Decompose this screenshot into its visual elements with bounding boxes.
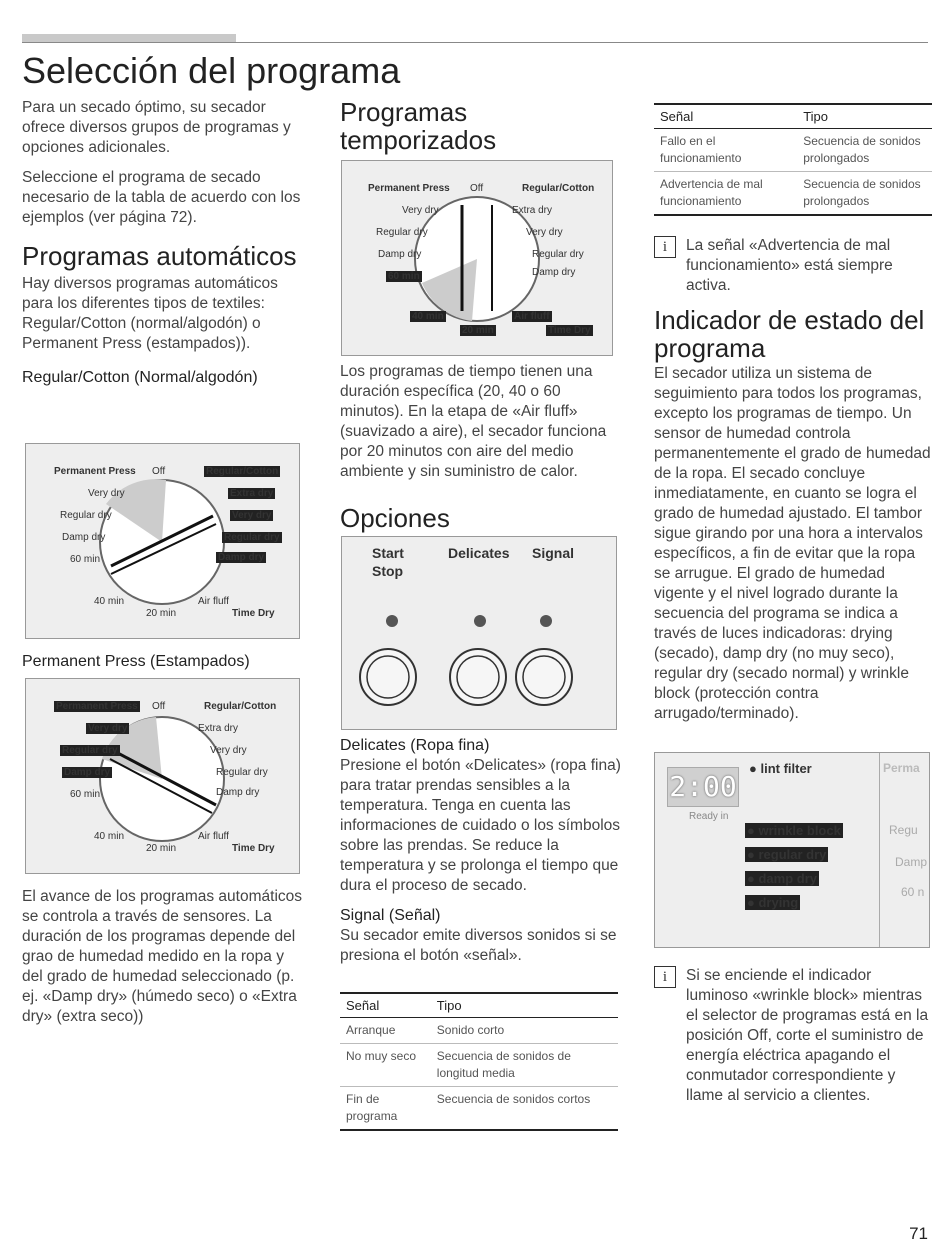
time-readout: 2:00 (667, 767, 739, 807)
dial-label-20min: 20 min (146, 608, 177, 619)
damp-text: damp dry (758, 871, 817, 886)
lint-label: ● lint filter (749, 761, 812, 776)
table-cell: No muy seco (340, 1044, 431, 1087)
option-delicates-label: Delicates (448, 545, 510, 561)
table-header-type: Tipo (797, 104, 932, 129)
ready-label: Ready in (689, 811, 729, 822)
dial-label-regular-dry: Regular dry (62, 745, 118, 756)
dial-label-off: Off (152, 466, 166, 477)
dial-label-very-dry-r: Very dry (232, 510, 272, 521)
table-cell: Sonido corto (431, 1018, 618, 1044)
dial-regular-figure (25, 443, 300, 639)
damp-label: ● damp dry (747, 871, 817, 886)
dial-label-20min: 20 min (462, 325, 494, 336)
options-heading: Opciones (340, 503, 450, 533)
dial-label-60min: 60 min (388, 271, 420, 282)
regular-heading: Regular/Cotton (Normal/algodón) (22, 369, 258, 386)
options-text (340, 736, 622, 966)
info-note-1 (654, 236, 924, 296)
dial-label-60min: 60 min (70, 554, 101, 565)
dial-label-very-dry: Very dry (402, 205, 439, 216)
side-label-3: Damp (895, 855, 928, 869)
page-number: 71 (909, 1224, 928, 1243)
dial-label-extra-dry: Extra dry (198, 723, 239, 734)
dial-label-regular-dry: Regular dry (376, 227, 428, 238)
side-label-4: 60 n (901, 885, 925, 899)
table-cell: Advertencia de mal funcionamiento (654, 172, 797, 216)
dial-label-damp-dry-r: Damp dry (218, 552, 265, 563)
table-cell: Fin de programa (340, 1087, 431, 1131)
dial-label-20min: 20 min (146, 843, 177, 854)
table-cell: Secuencia de sonidos de longitud media (431, 1044, 618, 1087)
dial-label-regular-cotton: Regular/Cotton (522, 183, 595, 194)
dial-label-very-dry: Very dry (88, 723, 128, 734)
dial-label-extra-dry: Extra dry (512, 205, 553, 216)
dial-label-40min: 40 min (94, 831, 125, 842)
table-cell: Secuencia de sonidos prolongados (797, 129, 932, 172)
dial-label-60min: 60 min (70, 789, 101, 800)
note-text: Si se enciende el indicador luminoso «wrinkle block» mientras el selector de programas está en la posición Off, corte el suministro de energía eléctrica apagando el conmutador correspondiente y llame al servicio a clientes. (686, 967, 929, 1104)
dial-label-regular-dry-r: Regular dry (224, 532, 280, 543)
table-header-type: Tipo (431, 993, 618, 1018)
dial-label-regular-cotton: Regular/Cotton (204, 701, 277, 712)
dial-permanent-figure (25, 678, 300, 874)
page-title: Selección del programa (22, 50, 401, 91)
signal-table-2 (654, 103, 932, 216)
dial-label-damp-dry: Damp dry (378, 249, 422, 260)
dial-label-air-fluff: Air fluff (198, 596, 229, 607)
status-heading: Indicador de estado del programa (654, 305, 925, 363)
table-row (340, 1044, 618, 1087)
delicates-text: Presione el botón «Delicates» (ropa fina) para tratar prendas sensibles a la temperatura. Tenga en cuenta las informaciones de cuidado o los símbolos sobre las prendas. Se reduce la temperatura y se prolonga el tiempo que dura el proceso de secado. (340, 757, 621, 894)
table-row (654, 172, 932, 216)
lint-text: lint filter (760, 761, 812, 776)
dial-label-damp-dry: Damp dry (64, 767, 111, 778)
dial-label-40min: 40 min (412, 311, 444, 322)
permanent-heading: Permanent Press (Estampados) (22, 653, 250, 670)
header-bar (22, 34, 236, 42)
table-header-signal: Señal (340, 993, 431, 1018)
status-text: El secador utiliza un sistema de seguimiento para todos los programas, excepto los programas de tiempo. Un sensor de humedad controla permanentemente el grado de humedad de la ropa. El secado concluye inmediatamente, en cuanto se logra el grado de humedad ajustado. El tambor sigue girando por una hora a intervalos específicos, a fin de evitar que la ropa se arrugue. El grado de humedad vigente y el nivel logrado durante la secuencia del programa se indica a través de luces indicadoras: drying (secado), damp dry (no muy seco), regular dry (secado normal) y wrinkle block (protección contra arrugado/terminado). (654, 365, 931, 722)
regular-text: regular dry (758, 847, 827, 862)
option-stop-label: Stop (372, 563, 404, 579)
dial-label-permanent: Permanent Press (54, 466, 136, 477)
signal-text: Su secador emite diversos sonidos si se presiona el botón «señal». (340, 927, 617, 964)
signal-heading: Signal (Señal) (340, 907, 441, 924)
side-label-1: Perma (883, 761, 920, 775)
display-divider (879, 753, 880, 947)
dial-label-time-dry: Time Dry (232, 608, 275, 619)
auto-heading: Programas automáticos (22, 241, 297, 271)
regular-label: ● regular dry (747, 847, 827, 862)
dial-label-damp-dry-r: Damp dry (532, 267, 576, 278)
table-row (340, 1087, 618, 1131)
intro-paragraph-2: Seleccione el programa de secado necesario de la tabla de acuerdo con los ejemplos (ver página 72). (22, 169, 301, 226)
dial-label-permanent: Permanent Press (56, 701, 138, 712)
table-row (340, 1018, 618, 1044)
status-section (654, 306, 932, 724)
dial-label-very-dry-r: Very dry (210, 745, 247, 756)
wrinkle-text: wrinkle block (758, 823, 841, 838)
options-panel-figure (341, 536, 617, 730)
delicates-heading: Delicates (Ropa fina) (340, 737, 490, 754)
wrinkle-label: ● wrinkle block (747, 823, 841, 838)
dial-label-time-dry: Time Dry (232, 843, 275, 854)
option-start-label: Start (372, 545, 404, 561)
drying-label: ● drying (747, 895, 799, 910)
dial-label-off: Off (470, 183, 484, 194)
dial-label-damp-dry: Damp dry (62, 532, 106, 543)
table-cell: Secuencia de sonidos prolongados (797, 172, 932, 216)
signal-table-1 (340, 992, 618, 1131)
table-cell: Arranque (340, 1018, 431, 1044)
info-icon: i (654, 966, 676, 988)
dial-timed-figure (341, 160, 613, 356)
dial-label-regular-dry-r: Regular dry (216, 767, 268, 778)
option-buttons-illustration (342, 537, 616, 729)
dial-label-off: Off (152, 701, 166, 712)
dial-label-very-dry-r: Very dry (526, 227, 563, 238)
dial-label-40min: 40 min (94, 596, 125, 607)
info-note-2 (654, 966, 930, 1106)
dial-label-regular-dry-r: Regular dry (532, 249, 584, 260)
table-header-signal: Señal (654, 104, 797, 129)
note-text: La señal «Advertencia de mal funcionamiento» está siempre activa. (686, 237, 893, 294)
intro-paragraph-1: Para un secado óptimo, su secador ofrece diversos grupos de programas y opciones adicionales. (22, 99, 291, 156)
dial-label-regular-cotton: Regular/Cotton (206, 466, 279, 477)
dial-label-regular-dry: Regular dry (60, 510, 112, 521)
dial-label-very-dry: Very dry (88, 488, 125, 499)
header-rule (22, 42, 928, 43)
auto-text: Hay diversos programas automáticos para los diferentes tipos de textiles: Regular/Cotton (normal/algodón) o Permanent Press (estampados)). (22, 275, 278, 352)
dial-label-extra-dry: Extra dry (230, 488, 274, 499)
side-label-2: Regu (889, 823, 918, 837)
info-icon: i (654, 236, 676, 258)
middle-column (340, 98, 622, 154)
drying-text: drying (758, 895, 799, 910)
dial-label-air-fluff: Air fluff (514, 311, 550, 322)
table-cell: Secuencia de sonidos cortos (431, 1087, 618, 1131)
dial-label-time-dry: Time Dry (548, 325, 591, 336)
dial-label-air-fluff: Air fluff (198, 831, 229, 842)
dial-label-permanent: Permanent Press (368, 183, 450, 194)
timed-text: Los programas de tiempo tienen una duración específica (20, 40 o 60 minutos). En la etapa de «Air fluff» (suavizado a aire), el secador funciona por 20 minutos con aire del medio ambiente y sin suministro de calor. (340, 363, 607, 480)
timed-heading: Programas temporizados (340, 97, 497, 155)
dial-label-damp-dry-r: Damp dry (216, 787, 260, 798)
table-cell: Fallo en el funcionamiento (654, 129, 797, 172)
table-row (654, 129, 932, 172)
status-display-figure (654, 752, 930, 948)
auto-closing: El avance de los programas automáticos se controla a través de sensores. La duración de los programas depende del grao de humedad medido en la ropa y del grado de humedad seleccionado (p. ej. «Damp dry» (húmedo seco) o «Extra dry» (extra seco)) (22, 888, 303, 1025)
option-signal-label: Signal (532, 545, 575, 561)
left-column (22, 98, 307, 388)
